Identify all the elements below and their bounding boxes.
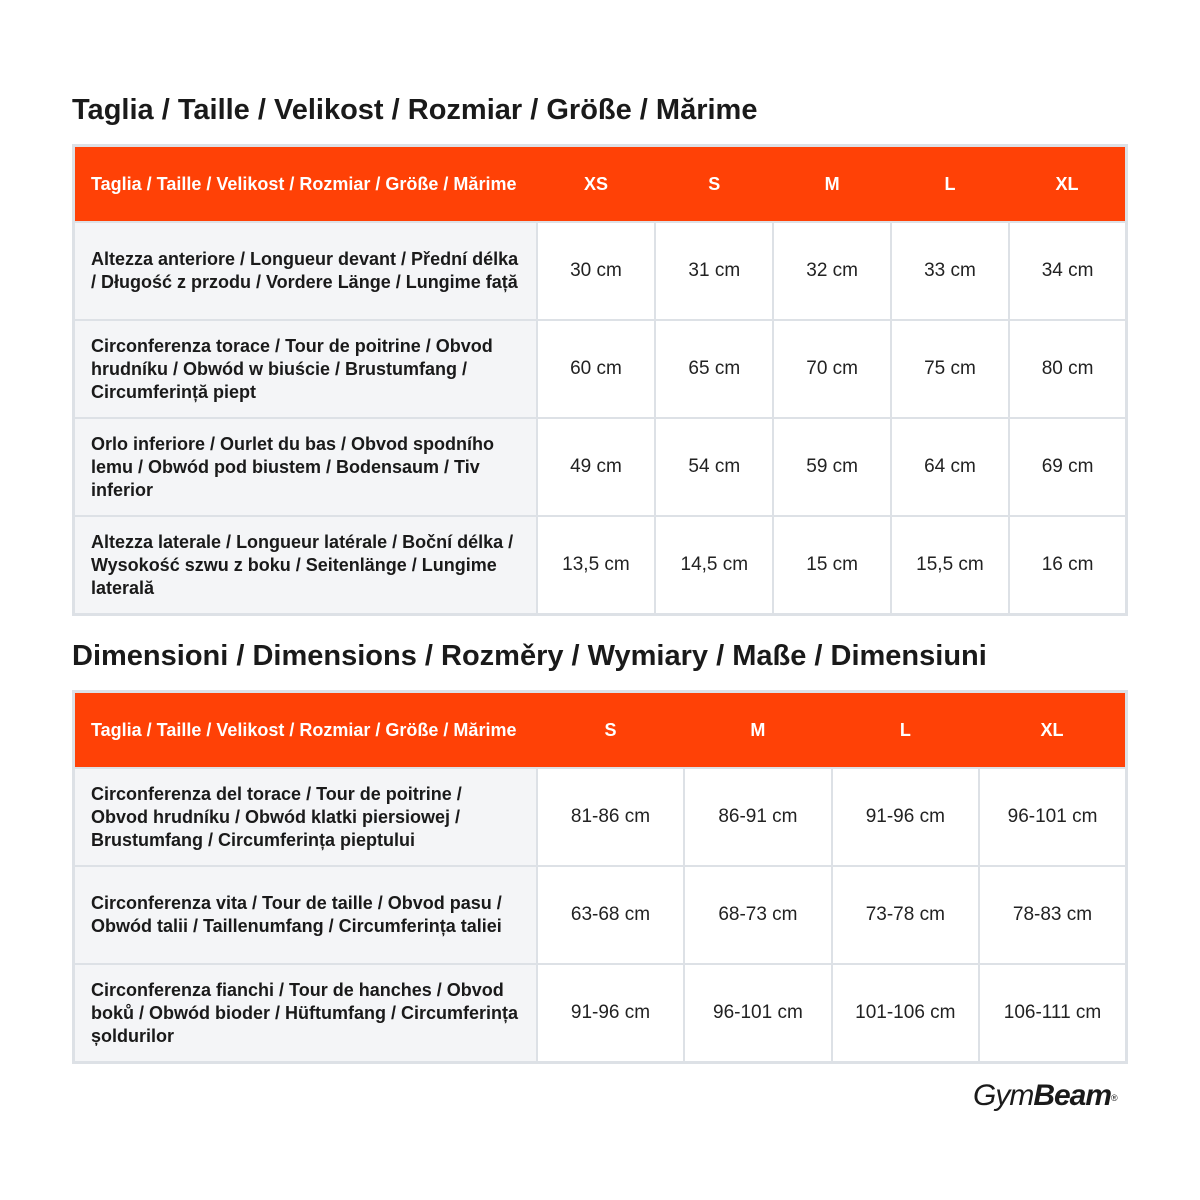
table-cell: 30 cm (537, 222, 655, 320)
header-size-l: L (891, 146, 1009, 223)
header-size-xl: XL (979, 692, 1126, 769)
dimensions-table (72, 690, 1128, 1064)
table-cell: 59 cm (773, 418, 890, 516)
section-title-dimensions: Dimensioni / Dimensions / Rozměry / Wymiary / Maße / Dimensiuni (72, 640, 987, 672)
row-label: Altezza laterale / Longueur latérale / Boční délka / Wysokość szwu z boku / Seitenlänge / Lungime laterală (74, 516, 537, 615)
table-cell: 106-111 cm (979, 964, 1126, 1063)
table-cell: 78-83 cm (979, 866, 1126, 964)
table-cell: 14,5 cm (655, 516, 773, 615)
table-cell: 15 cm (773, 516, 890, 615)
table-row (74, 418, 1127, 516)
table-cell: 86-91 cm (684, 768, 831, 866)
size-table (72, 144, 1128, 616)
row-label: Altezza anteriore / Longueur devant / Přední délka / Długość z przodu / Vordere Länge / Lungime față (74, 222, 537, 320)
table-cell: 65 cm (655, 320, 773, 418)
header-size-l: L (832, 692, 979, 769)
table-header-row (74, 146, 1127, 223)
header-size-xl: XL (1009, 146, 1126, 223)
table-row (74, 320, 1127, 418)
table-cell: 54 cm (655, 418, 773, 516)
table-cell: 32 cm (773, 222, 890, 320)
table-cell: 91-96 cm (832, 768, 979, 866)
table-cell: 80 cm (1009, 320, 1126, 418)
table-row (74, 516, 1127, 615)
table-cell: 33 cm (891, 222, 1009, 320)
logo-text-gym: Gym (973, 1079, 1034, 1112)
table-row (74, 768, 1127, 866)
table-cell: 15,5 cm (891, 516, 1009, 615)
table-cell: 101-106 cm (832, 964, 979, 1063)
logo-text-beam: Beam (1033, 1079, 1112, 1112)
row-label: Circonferenza del torace / Tour de poitrine / Obvod hrudníku / Obwód klatki piersiowej / Brustumfang / Circumferința pieptului (74, 768, 537, 866)
table-cell: 60 cm (537, 320, 655, 418)
header-label-cell: Taglia / Taille / Velikost / Rozmiar / Größe / Mărime (74, 692, 537, 769)
table-cell: 81-86 cm (537, 768, 684, 866)
table-row (74, 222, 1127, 320)
header-size-m: M (773, 146, 890, 223)
registered-mark: ® (1111, 1093, 1118, 1103)
table-cell: 91-96 cm (537, 964, 684, 1063)
table-cell: 63-68 cm (537, 866, 684, 964)
row-label: Circonferenza fianchi / Tour de hanches / Obvod boků / Obwód bioder / Hüftumfang / Circumferința șoldurilor (74, 964, 537, 1063)
table-cell: 64 cm (891, 418, 1009, 516)
section-title-size: Taglia / Taille / Velikost / Rozmiar / Größe / Mărime (72, 94, 758, 126)
gymbeam-logo (973, 1078, 1118, 1114)
row-label: Circonferenza vita / Tour de taille / Obvod pasu / Obwód talii / Taillenumfang / Circumferința taliei (74, 866, 537, 964)
table-row (74, 964, 1127, 1063)
table-cell: 31 cm (655, 222, 773, 320)
header-label-cell: Taglia / Taille / Velikost / Rozmiar / Größe / Mărime (74, 146, 537, 223)
table-cell: 96-101 cm (684, 964, 831, 1063)
table-cell: 13,5 cm (537, 516, 655, 615)
table-cell: 34 cm (1009, 222, 1126, 320)
table-cell: 16 cm (1009, 516, 1126, 615)
table-cell: 68-73 cm (684, 866, 831, 964)
row-label: Circonferenza torace / Tour de poitrine / Obvod hrudníku / Obwód w biuście / Brustumfang / Circumferință piept (74, 320, 537, 418)
table-cell: 69 cm (1009, 418, 1126, 516)
table-cell: 49 cm (537, 418, 655, 516)
row-label: Orlo inferiore / Ourlet du bas / Obvod spodního lemu / Obwód pod biustem / Bodensaum / Tiv inferior (74, 418, 537, 516)
header-size-m: M (684, 692, 831, 769)
table-row (74, 866, 1127, 964)
table-header-row (74, 692, 1127, 769)
table-cell: 73-78 cm (832, 866, 979, 964)
header-size-s: S (537, 692, 684, 769)
header-size-s: S (655, 146, 773, 223)
table-cell: 70 cm (773, 320, 890, 418)
table-cell: 96-101 cm (979, 768, 1126, 866)
table-cell: 75 cm (891, 320, 1009, 418)
header-size-xs: XS (537, 146, 655, 223)
